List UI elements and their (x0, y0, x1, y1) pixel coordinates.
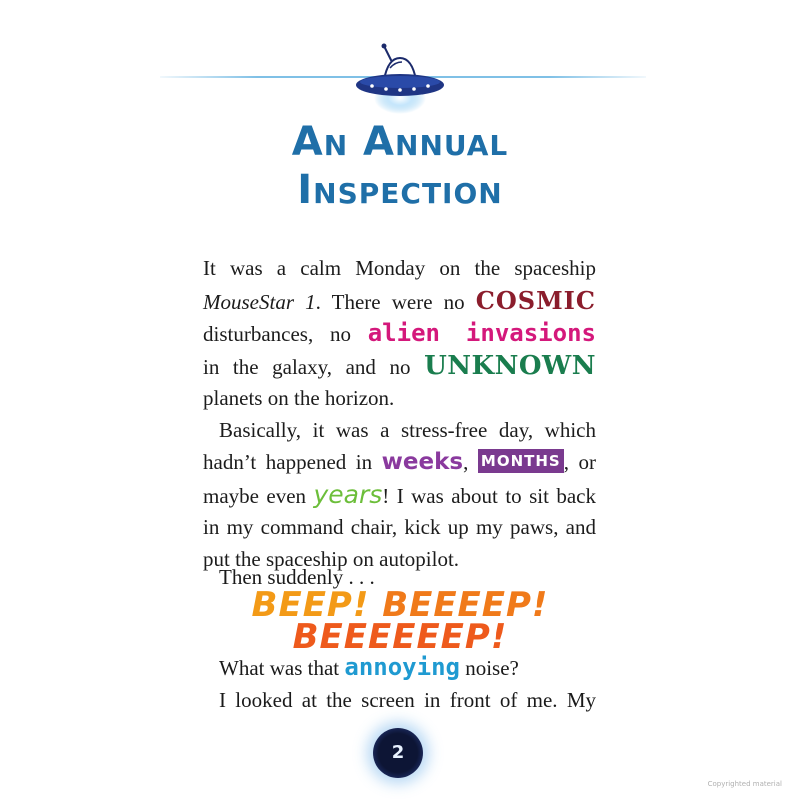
sfx-beep: BEEP! (251, 585, 370, 625)
copyright-note: Copyrighted material (707, 780, 782, 788)
p2-line2-text: hadn’t happened in (203, 450, 382, 474)
ufo-icon (340, 40, 460, 120)
p1-line4 (203, 351, 596, 384)
ship-name: MouseStar 1 (203, 289, 316, 314)
chapter-title-line1: An Annual (291, 119, 509, 165)
after-line1 (203, 652, 596, 685)
p2-comma: , (463, 450, 478, 474)
chapter-title (0, 118, 800, 214)
p2-line3-end: ! I was about to sit back (382, 483, 596, 508)
sfx-beep-line2: BEEEEEEP! (292, 617, 508, 657)
sfx-years: years (313, 479, 383, 509)
sfx-months: MONTHS (478, 449, 564, 473)
page-number: 2 (373, 728, 423, 778)
after-line2: I looked at the screen in front of me. My (219, 687, 596, 712)
p1-line5: planets on the horizon. (203, 386, 395, 410)
sfx-cosmic: COSMIC (475, 285, 596, 315)
p2-line1: Basically, it was a stress-free day, which (219, 417, 596, 442)
after-line1-end: noise? (459, 656, 519, 680)
then-suddenly: Then suddenly . . . (219, 565, 375, 589)
p2-line5: put the spaceship on autopilot. (203, 546, 460, 571)
p1-line3-text: disturbances, no (203, 322, 368, 346)
p2-line3-text: maybe even (203, 483, 314, 508)
p1-line1: It was a calm Monday on the spaceship (203, 256, 596, 280)
p2-line2-end: , or (563, 450, 596, 474)
after-line1-text: What was that (219, 656, 345, 680)
sfx-weeks: weeks (381, 449, 464, 475)
p1-line2 (203, 285, 596, 319)
sfx-annoying: annoying (344, 653, 460, 681)
chapter-title-line2: Inspection (297, 167, 503, 213)
p2-line3 (203, 479, 596, 513)
sfx-alien-invasions: alien invasions (367, 319, 596, 347)
p1-line4-text: in the galaxy, and no (203, 354, 425, 379)
p1-line3 (203, 318, 596, 351)
p1-line2-text: . There were no (315, 289, 476, 314)
sfx-unknown: UNKNOWN (424, 350, 596, 381)
body-text (203, 253, 596, 575)
sfx-beeeep: BEEEEP! (382, 585, 549, 625)
p2-line4: in my command chair, kick up my paws, and (203, 515, 596, 539)
page-number-badge (357, 710, 437, 790)
p2-line2 (203, 446, 596, 479)
after-text (203, 652, 596, 716)
